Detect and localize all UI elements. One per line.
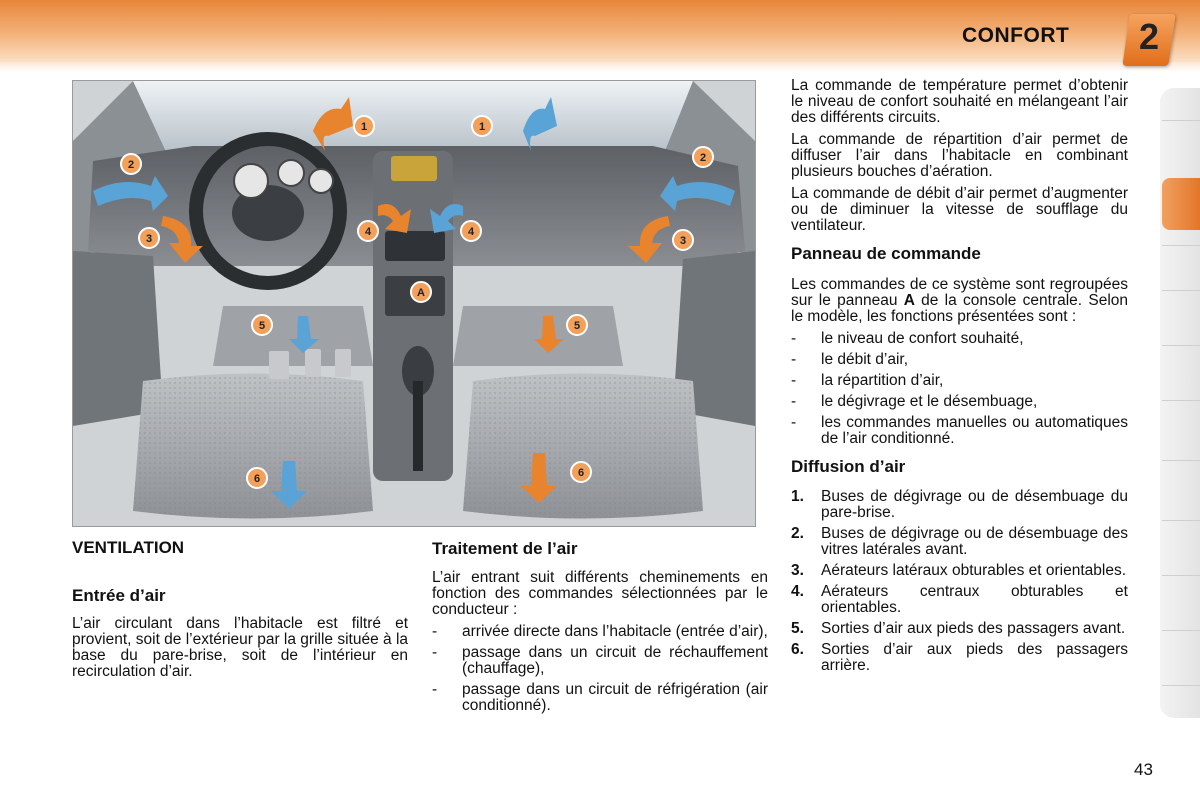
list-item: - le dégivrage et le désembuage, (791, 393, 1038, 410)
svg-text:4: 4 (364, 226, 372, 238)
list-item: 1. Buses de dégivrage ou de désembuage du pare-brise. (791, 488, 1128, 521)
svg-text:6: 6 (577, 467, 585, 479)
list-item: - le débit d’air, (791, 351, 909, 368)
paragraph-debit: La commande de débit d’air permet d’augmenter ou de diminuer la vitesse de soufflage du ventilateur. (791, 185, 1128, 234)
list-item: - le niveau de confort souhaité, (791, 330, 1024, 347)
list-item: 6. Sorties d’air aux pieds des passagers arrière. (791, 641, 1128, 674)
diffusion-list (791, 489, 1128, 674)
right-column (791, 78, 1128, 679)
svg-text:1: 1 (360, 121, 368, 133)
paragraph-traitement-intro: L’air entrant suit différents cheminements en fonction des commandes sélectionnées par le conducteur : (432, 569, 768, 618)
chapter-number: 2 (1138, 16, 1160, 57)
side-tab-2-active[interactable] (1162, 178, 1200, 230)
page-number: 43 (1134, 760, 1153, 779)
heading-diffusion-air: Diffusion d’air (791, 457, 906, 476)
svg-text:3: 3 (145, 233, 153, 245)
svg-text:2: 2 (127, 159, 135, 171)
list-item: 4. Aérateurs centraux obturables et orientables. (791, 583, 1128, 616)
list-item: - la répartition d’air, (791, 372, 944, 389)
heading-ventilation: VENTILATION (72, 538, 185, 557)
paragraph-temperature: La commande de température permet d’obtenir le niveau de confort souhaité en mélangeant l’air des différents circuits. (791, 77, 1128, 126)
side-tab-5[interactable] (1162, 345, 1200, 346)
traitement-list (432, 624, 768, 714)
side-tab-7[interactable] (1162, 460, 1200, 461)
side-tab-6[interactable] (1162, 400, 1200, 401)
left-column (72, 540, 408, 686)
header-fade (0, 62, 1200, 72)
side-tab-1[interactable] (1162, 120, 1200, 121)
side-tab-11[interactable] (1162, 685, 1200, 686)
cabin-drawing (73, 81, 755, 526)
svg-text:5: 5 (258, 320, 266, 332)
list-item: - passage dans un circuit de réchauffement (chauffage), (432, 644, 768, 677)
panneau-list (791, 331, 1128, 447)
heading-panneau-commande: Panneau de commande (791, 244, 981, 263)
side-tab-9[interactable] (1162, 575, 1200, 576)
svg-text:3: 3 (679, 235, 687, 247)
heading-entree-air: Entrée d’air (72, 586, 166, 605)
side-tab-10[interactable] (1162, 630, 1200, 631)
paragraph-repartition: La commande de répartition d’air permet de diffuser l’air dans l’habitacle en combinant plusieurs bouches d’aération. (791, 131, 1128, 180)
middle-column (432, 541, 768, 719)
svg-text:5: 5 (573, 320, 581, 332)
svg-text:2: 2 (699, 152, 707, 164)
side-tab-8[interactable] (1162, 520, 1200, 521)
svg-text:4: 4 (467, 226, 475, 238)
section-title: CONFORT (962, 24, 1070, 47)
paragraph-entree-air: L’air circulant dans l’habitacle est filtré et provient, soit de l’extérieur par la grille située à la base du pare-brise, soit de l’intérieur en recirculation d’air. (72, 615, 409, 680)
list-item: 5. Sorties d’air aux pieds des passagers avant. (791, 620, 1126, 637)
side-tab-3[interactable] (1162, 245, 1200, 246)
svg-text:A: A (417, 287, 425, 299)
svg-text:1: 1 (478, 121, 486, 133)
list-item: 2. Buses de dégivrage ou de désembuage des vitres latérales avant. (791, 525, 1128, 558)
svg-text:6: 6 (253, 473, 261, 485)
panel-label-a: A (903, 292, 915, 309)
cabin-airflow-illustration (72, 80, 756, 527)
heading-traitement-air: Traitement de l’air (432, 539, 578, 558)
list-item: - les commandes manuelles ou automatiques de l’air conditionné. (791, 414, 1128, 447)
list-item: - passage dans un circuit de réfrigération (air conditionné). (432, 681, 768, 714)
paragraph-panneau: Les commandes de ce système sont regroupées sur le panneau A de la console centrale. Selon le modèle, les fonctions présentées sont : (791, 276, 1128, 325)
list-item: - arrivée directe dans l’habitacle (entrée d’air), (432, 623, 768, 640)
side-tab-4[interactable] (1162, 290, 1200, 291)
list-item: 3. Aérateurs latéraux obturables et orientables. (791, 562, 1127, 579)
